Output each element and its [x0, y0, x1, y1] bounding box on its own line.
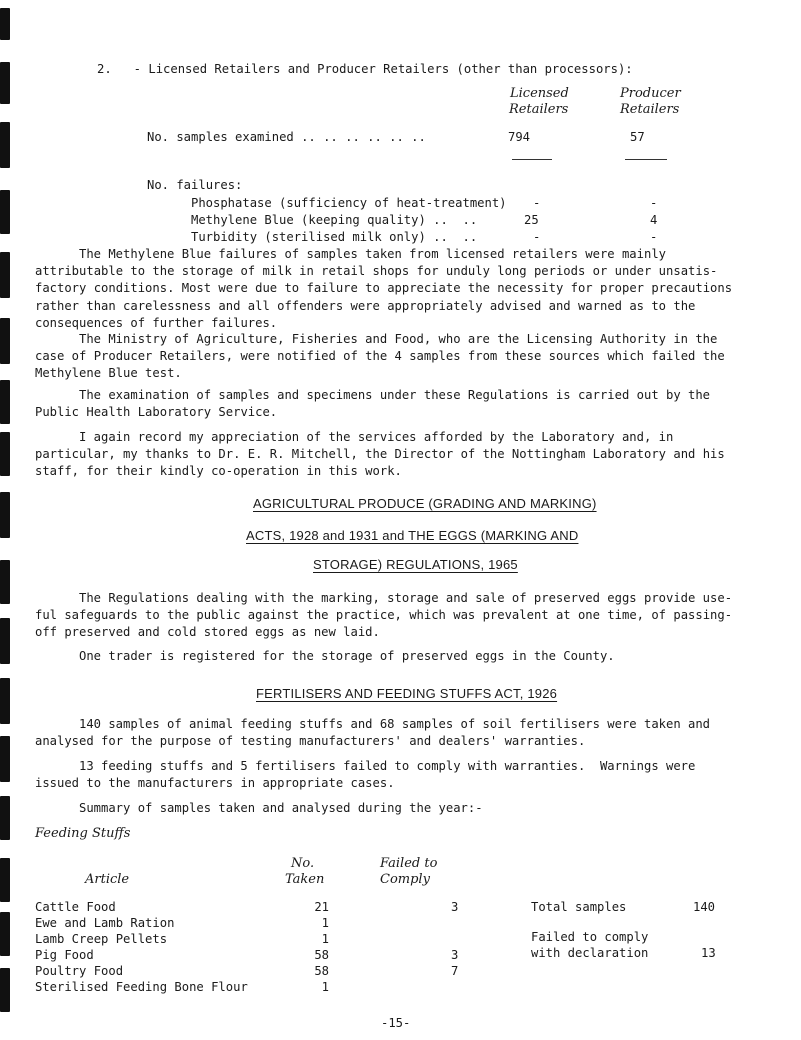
paragraph-examination: The examination of samples and specimens under these Regulations is carried out by the Public Health Laboratory Service.: [35, 388, 711, 420]
failed-declaration-value: 13: [701, 946, 716, 960]
paragraph-failed-warranties: 13 feeding stuffs and 5 fertilisers failed to comply with warranties. Warnings were issued to the manufacturers in appropriate cases.: [35, 759, 696, 791]
paragraph-samples-taken: 140 samples of animal feeding stuffs and 68 samples of soil fertilisers were taken and analysed for the purpose of testing manufacturers' and dealers' warranties.: [35, 717, 711, 749]
col-failed-line2: Comply: [380, 872, 430, 887]
table-row-failed: 7: [451, 964, 459, 978]
table-row-taken: 1: [321, 916, 329, 930]
col-licensed-line1: Licensed: [510, 86, 569, 101]
col-no-line1: No.: [291, 856, 315, 871]
failure-row-licensed: -: [533, 196, 541, 210]
table-row-taken: 58: [314, 948, 329, 962]
col-failed-line1: Failed to: [380, 856, 438, 871]
table-row-taken: 58: [314, 964, 329, 978]
page-number: -15-: [381, 1016, 411, 1030]
failure-row-label: Turbidity (sterilised milk only) .. ..: [191, 230, 478, 244]
col-article: Article: [85, 872, 130, 887]
failure-row-producer: -: [650, 196, 658, 210]
table-row-article: Sterilised Feeding Bone Flour: [35, 980, 248, 994]
paragraph-eggs-regulations: The Regulations dealing with the marking, storage and sale of preserved eggs provide use- ful safeguards to the public against the practice, which was prevalent at one time, of passing- off preserved and cold stored eggs as new laid.: [35, 591, 733, 640]
section-title: 2. - Licensed Retailers and Producer Retailers (other than processors):: [97, 62, 633, 76]
failed-declaration-label-2: with declaration: [531, 946, 649, 960]
failure-row-producer: -: [650, 230, 658, 244]
examined-licensed: 794: [508, 130, 531, 144]
failure-row-producer: 4: [650, 213, 658, 227]
col-licensed-line2: Retailers: [509, 102, 569, 117]
heading-agricultural-line2: ACTS, 1928 and 1931 and THE EGGS (MARKING AND: [246, 528, 579, 543]
total-rule-producer: [625, 159, 667, 160]
failure-row-licensed: 25: [524, 213, 539, 227]
table-row-article: Cattle Food: [35, 900, 116, 914]
table-row-taken: 1: [321, 932, 329, 946]
examined-label: No. samples examined .. .. .. .. .. ..: [147, 130, 426, 144]
total-rule-licensed: [512, 159, 552, 160]
table-row-article: Poultry Food: [35, 964, 124, 978]
examined-producer: 57: [630, 130, 645, 144]
paragraph-ministry: The Ministry of Agriculture, Fisheries and Food, who are the Licensing Authority in the case of Producer Retailers, were notified of the 4 samples from these sources which failed the Methylene Blue test.: [35, 332, 725, 381]
col-producer-line2: Retailers: [620, 102, 680, 117]
table-row-article: Lamb Creep Pellets: [35, 932, 168, 946]
paragraph-appreciation: I again record my appreciation of the services afforded by the Laboratory and, in particular, my thanks to Dr. E. R. Mitchell, the Director of the Nottingham Laboratory and his staff, for their kindly co-operation in this work.: [35, 430, 725, 479]
failures-label: No. failures:: [147, 178, 243, 192]
failure-row-licensed: -: [533, 230, 541, 244]
table-row-taken: 21: [314, 900, 329, 914]
failed-declaration-label-1: Failed to comply: [531, 930, 649, 944]
failure-row-label: Methylene Blue (keeping quality) .. ..: [191, 213, 478, 227]
col-no-line2: Taken: [285, 872, 325, 887]
paragraph-trader: One trader is registered for the storage of preserved eggs in the County.: [79, 649, 615, 663]
total-samples-label: Total samples: [531, 900, 627, 914]
table-row-article: Pig Food: [35, 948, 94, 962]
failure-row-label: Phosphatase (sufficiency of heat-treatment): [191, 196, 507, 210]
table-row-failed: 3: [451, 900, 459, 914]
table-row-failed: 3: [451, 948, 459, 962]
total-samples-value: 140: [693, 900, 716, 914]
col-producer-line1: Producer: [620, 86, 681, 101]
heading-fertilisers: FERTILISERS AND FEEDING STUFFS ACT, 1926: [256, 686, 558, 701]
heading-agricultural-line3: STORAGE) REGULATIONS, 1965: [313, 557, 518, 572]
paragraph-methylene-failures: The Methylene Blue failures of samples taken from licensed retailers were mainly attributable to the storage of milk in retail shops for unduly long periods or under unsatis- factory conditions. Most were due to failure to appreciate the necessity for proper precautions rather than carelessness and all offenders were appropriately advised and warned as to the consequences of further failures.: [35, 247, 733, 330]
heading-agricultural-line1: AGRICULTURAL PRODUCE (GRADING AND MARKING): [253, 496, 597, 511]
feeding-subtitle: Feeding Stuffs: [35, 826, 131, 841]
table-row-taken: 1: [321, 980, 329, 994]
table-row-article: Ewe and Lamb Ration: [35, 916, 175, 930]
paragraph-summary: Summary of samples taken and analysed during the year:-: [79, 801, 483, 815]
